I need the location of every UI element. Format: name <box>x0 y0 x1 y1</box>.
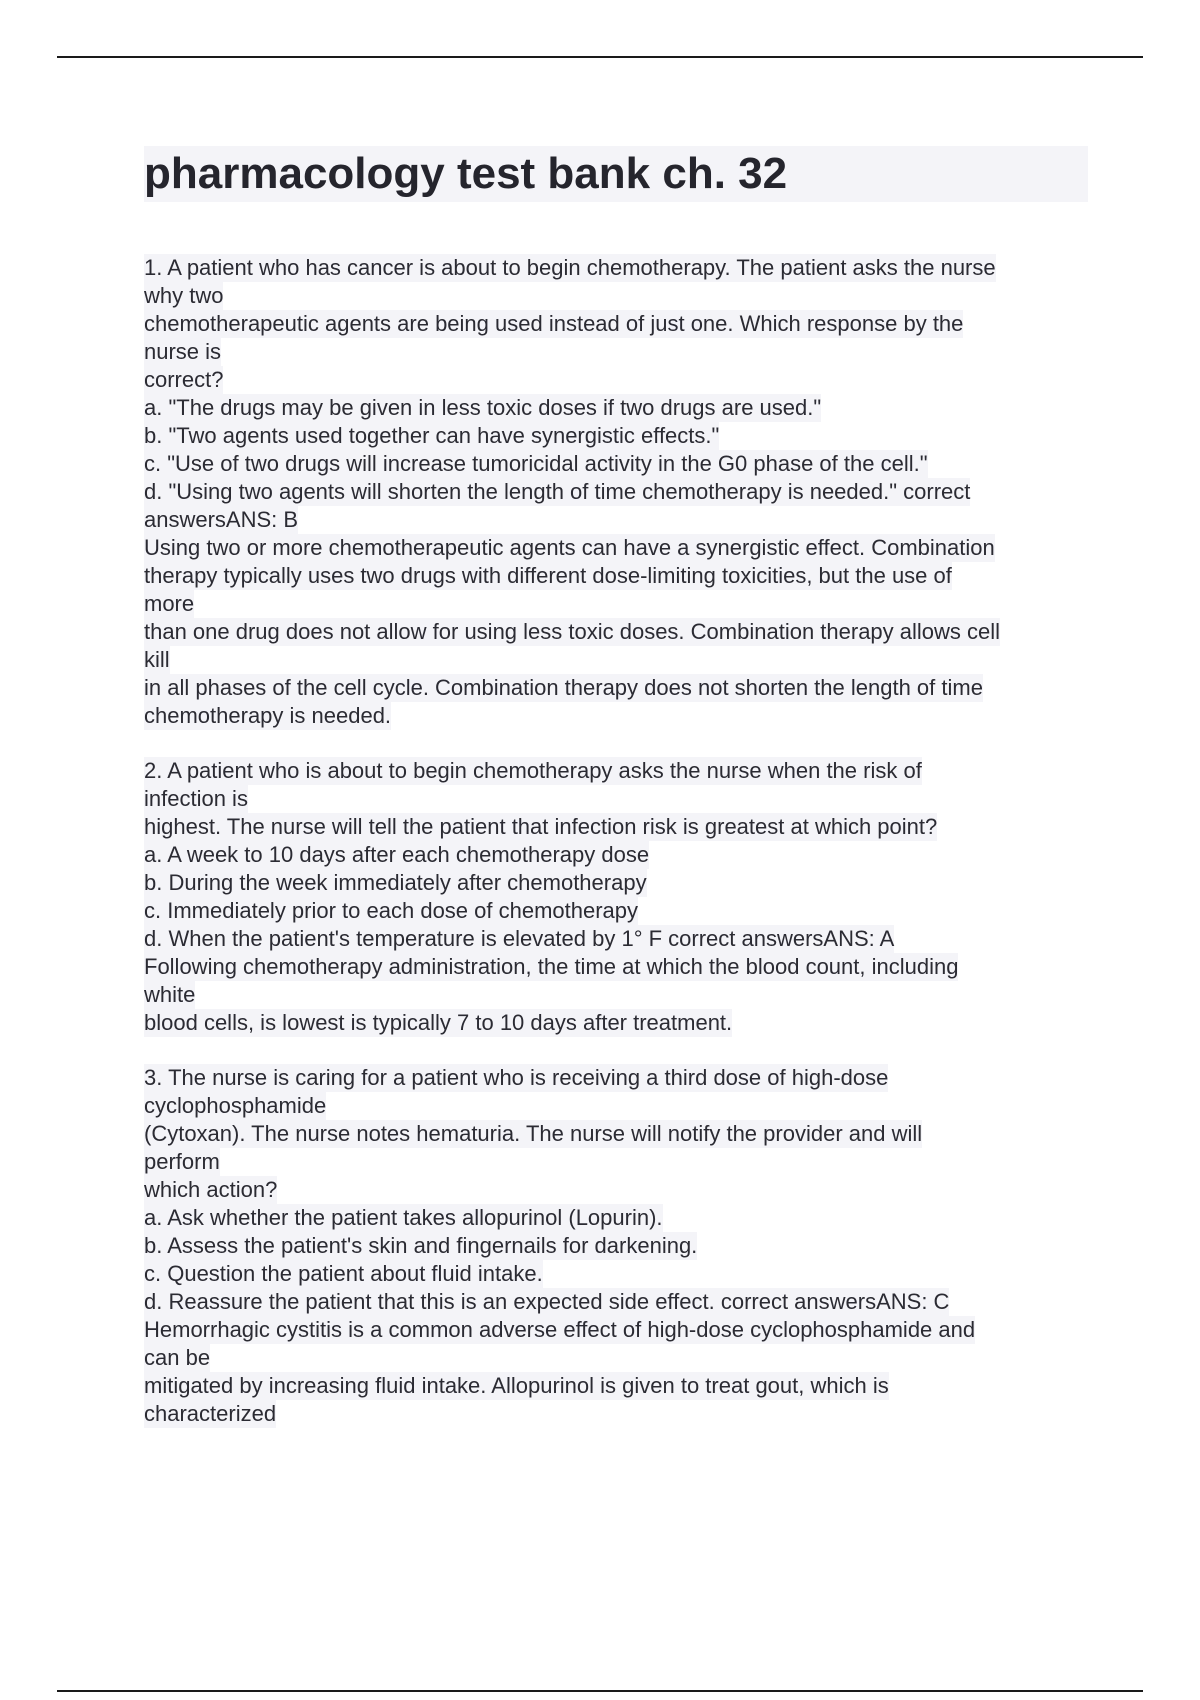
text-line: d. Reassure the patient that this is an expected side effect. correct answersANS: C <box>144 1289 950 1314</box>
text-line: Following chemotherapy administration, the time at which the blood count, including <box>144 954 959 979</box>
text-line: d. "Using two agents will shorten the length of time chemotherapy is needed." correct <box>144 479 971 504</box>
text-line: perform <box>144 1149 220 1174</box>
text-line: Using two or more chemotherapeutic agents can have a synergistic effect. Combination <box>144 535 995 560</box>
text-line: a. A week to 10 days after each chemotherapy dose <box>144 842 650 867</box>
question-block <box>144 1064 1104 1428</box>
text-line: correct? <box>144 367 224 392</box>
text-line: c. "Use of two drugs will increase tumoricidal activity in the G0 phase of the cell." <box>144 451 928 476</box>
page-title: pharmacology test bank ch. 32 <box>144 149 788 198</box>
text-line: b. During the week immediately after chemotherapy <box>144 870 647 895</box>
text-line: Hemorrhagic cystitis is a common adverse effect of high-dose cyclophosphamide and <box>144 1317 976 1342</box>
title-highlight <box>144 146 1088 202</box>
question-block <box>144 254 1104 730</box>
text-line: more <box>144 591 195 616</box>
text-line: b. "Two agents used together can have synergistic effects." <box>144 423 720 448</box>
text-line: d. When the patient's temperature is elevated by 1° F correct answersANS: A <box>144 926 895 951</box>
text-line: c. Question the patient about fluid intake. <box>144 1261 543 1286</box>
text-line: which action? <box>144 1177 278 1202</box>
text-line: a. "The drugs may be given in less toxic doses if two drugs are used." <box>144 395 822 420</box>
question-block <box>144 757 1104 1037</box>
text-line: (Cytoxan). The nurse notes hematuria. The nurse will notify the provider and will <box>144 1121 923 1146</box>
bottom-rule <box>57 1690 1143 1692</box>
text-line: chemotherapy is needed. <box>144 703 392 728</box>
text-line: can be <box>144 1345 211 1370</box>
text-line: b. Assess the patient's skin and fingernails for darkening. <box>144 1233 698 1258</box>
text-line: cyclophosphamide <box>144 1093 327 1118</box>
text-line: therapy typically uses two drugs with different dose-limiting toxicities, but the use of <box>144 563 952 588</box>
text-line: 1. A patient who has cancer is about to begin chemotherapy. The patient asks the nurse <box>144 255 996 280</box>
text-line: highest. The nurse will tell the patient that infection risk is greatest at which point? <box>144 814 938 839</box>
text-line: blood cells, is lowest is typically 7 to 10 days after treatment. <box>144 1010 733 1035</box>
text-line: white <box>144 982 196 1007</box>
text-line: mitigated by increasing fluid intake. Allopurinol is given to treat gout, which is <box>144 1373 889 1398</box>
text-line: a. Ask whether the patient takes allopurinol (Lopurin). <box>144 1205 663 1230</box>
text-line: c. Immediately prior to each dose of chemotherapy <box>144 898 639 923</box>
top-rule <box>57 56 1143 58</box>
text-line: why two <box>144 283 224 308</box>
text-line: nurse is <box>144 339 222 364</box>
text-line: characterized <box>144 1401 277 1426</box>
text-line: chemotherapeutic agents are being used instead of just one. Which response by the <box>144 311 964 336</box>
document-body <box>144 254 1104 1455</box>
text-line: infection is <box>144 786 248 811</box>
text-line: 3. The nurse is caring for a patient who is receiving a third dose of high-dose <box>144 1065 889 1090</box>
text-line: than one drug does not allow for using less toxic doses. Combination therapy allows cell <box>144 619 1001 644</box>
text-line: in all phases of the cell cycle. Combination therapy does not shorten the length of time <box>144 675 983 700</box>
text-line: 2. A patient who is about to begin chemotherapy asks the nurse when the risk of <box>144 758 922 783</box>
text-line: kill <box>144 647 170 672</box>
text-line: answersANS: B <box>144 507 299 532</box>
